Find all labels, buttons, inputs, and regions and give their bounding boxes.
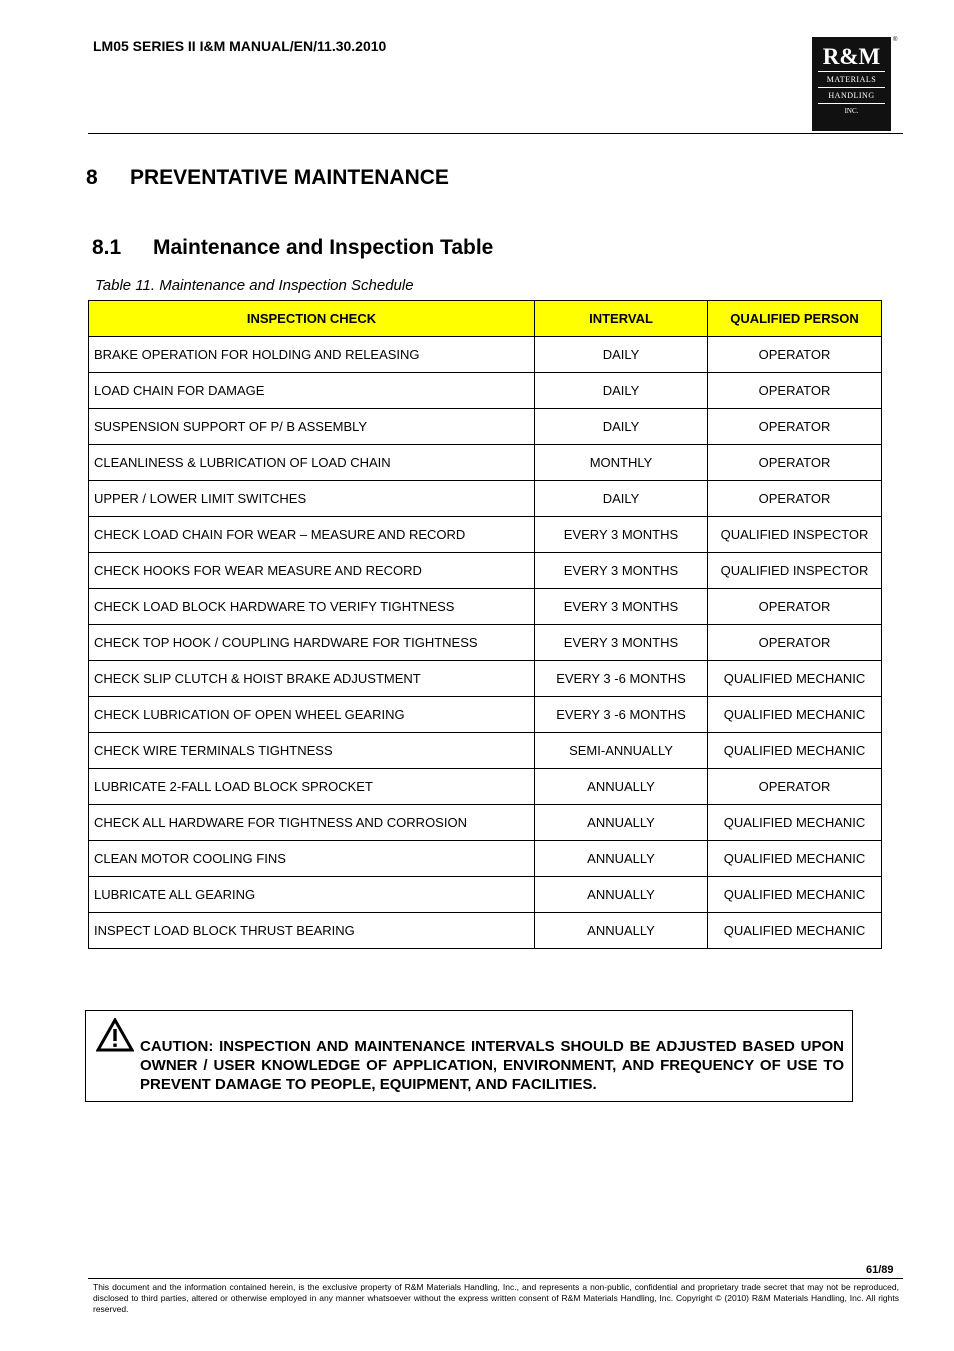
interval-cell: EVERY 3 -6 MONTHS — [535, 697, 708, 733]
logo-divider — [818, 87, 885, 88]
caution-box — [85, 1010, 853, 1102]
logo-divider — [818, 103, 885, 104]
table-row — [89, 697, 882, 733]
inspection-check-cell: UPPER / LOWER LIMIT SWITCHES — [89, 481, 535, 517]
table-row — [89, 661, 882, 697]
table-caption: Table 11. Maintenance and Inspection Schedule — [95, 277, 414, 294]
inspection-check-cell: CHECK SLIP CLUTCH & HOIST BRAKE ADJUSTMENT — [89, 661, 535, 697]
table-header-row — [89, 301, 882, 337]
inspection-check-cell: BRAKE OPERATION FOR HOLDING AND RELEASING — [89, 337, 535, 373]
logo-line-handling: HANDLING — [828, 91, 875, 100]
column-header-qualified-person: QUALIFIED PERSON — [708, 301, 882, 337]
logo-line-materials: MATERIALS — [826, 75, 877, 84]
inspection-check-cell: LOAD CHAIN FOR DAMAGE — [89, 373, 535, 409]
inspection-check-cell: INSPECT LOAD BLOCK THRUST BEARING — [89, 913, 535, 949]
document-header-title: LM05 SERIES II I&M MANUAL/EN/11.30.2010 — [93, 38, 387, 54]
interval-cell: ANNUALLY — [535, 913, 708, 949]
qualified-person-cell: QUALIFIED MECHANIC — [708, 661, 882, 697]
qualified-person-cell: OPERATOR — [708, 589, 882, 625]
caution-text: CAUTION: INSPECTION AND MAINTENANCE INTERVALS SHOULD BE ADJUSTED BASED UPON OWNER / USER KNOWLEDGE OF APPLICATION, ENVIRONMENT, AND FREQUENCY OF USE TO PREVENT DAMAGE TO PEOPLE, EQUIPMENT, AND FACILITIES. — [140, 1038, 844, 1093]
subsection-heading — [92, 236, 493, 260]
qualified-person-cell: OPERATOR — [708, 373, 882, 409]
logo-letters: R&M — [822, 44, 881, 69]
interval-cell: DAILY — [535, 337, 708, 373]
table-row — [89, 625, 882, 661]
interval-cell: ANNUALLY — [535, 805, 708, 841]
interval-cell: EVERY 3 -6 MONTHS — [535, 661, 708, 697]
table-row — [89, 769, 882, 805]
inspection-check-cell: CHECK WIRE TERMINALS TIGHTNESS — [89, 733, 535, 769]
inspection-check-cell: CHECK LUBRICATION OF OPEN WHEEL GEARING — [89, 697, 535, 733]
column-header-inspection-check: INSPECTION CHECK — [89, 301, 535, 337]
table-row — [89, 337, 882, 373]
qualified-person-cell: QUALIFIED MECHANIC — [708, 805, 882, 841]
confidentiality-notice: This document and the information contained herein, is the exclusive property of R&M Materials Handling, Inc., and represents a non-public, confidential and proprietary trade secret that may not be reproduced, disclosed to third parties, altered or otherwise employed in any manner whatsoever without the express written consent of R&M Materials Handling, Inc. Copyright © (2010) R&M Materials Handling, Inc. All rights reserved. — [93, 1282, 899, 1314]
inspection-check-cell: LUBRICATE ALL GEARING — [89, 877, 535, 913]
qualified-person-cell: QUALIFIED MECHANIC — [708, 697, 882, 733]
inspection-check-cell: CHECK LOAD CHAIN FOR WEAR – MEASURE AND RECORD — [89, 517, 535, 553]
table-row — [89, 913, 882, 949]
table-row — [89, 373, 882, 409]
qualified-person-cell: QUALIFIED MECHANIC — [708, 841, 882, 877]
inspection-check-cell: CHECK LOAD BLOCK HARDWARE TO VERIFY TIGHTNESS — [89, 589, 535, 625]
table-row — [89, 481, 882, 517]
section-heading — [86, 166, 449, 190]
inspection-check-cell: LUBRICATE 2-FALL LOAD BLOCK SPROCKET — [89, 769, 535, 805]
inspection-check-cell: CLEANLINESS & LUBRICATION OF LOAD CHAIN — [89, 445, 535, 481]
table-row — [89, 589, 882, 625]
table-body — [89, 337, 882, 949]
interval-cell: ANNUALLY — [535, 769, 708, 805]
table-row — [89, 841, 882, 877]
inspection-check-cell: CHECK ALL HARDWARE FOR TIGHTNESS AND CORROSION — [89, 805, 535, 841]
qualified-person-cell: QUALIFIED INSPECTOR — [708, 517, 882, 553]
table-row — [89, 553, 882, 589]
qualified-person-cell: OPERATOR — [708, 409, 882, 445]
header-divider — [88, 133, 903, 134]
section-title: PREVENTATIVE MAINTENANCE — [130, 166, 449, 189]
qualified-person-cell: QUALIFIED MECHANIC — [708, 877, 882, 913]
qualified-person-cell: OPERATOR — [708, 625, 882, 661]
interval-cell: ANNUALLY — [535, 877, 708, 913]
page-number: 61/89 — [866, 1264, 894, 1276]
interval-cell: ANNUALLY — [535, 841, 708, 877]
subsection-number: 8.1 — [92, 236, 122, 259]
logo-line-inc: INC. — [844, 107, 859, 115]
section-number: 8 — [86, 166, 98, 189]
interval-cell: EVERY 3 MONTHS — [535, 553, 708, 589]
inspection-check-cell: SUSPENSION SUPPORT OF P/ B ASSEMBLY — [89, 409, 535, 445]
interval-cell: EVERY 3 MONTHS — [535, 589, 708, 625]
footer-divider — [88, 1278, 903, 1279]
interval-cell: SEMI-ANNUALLY — [535, 733, 708, 769]
warning-triangle-icon — [96, 1018, 134, 1052]
interval-cell: DAILY — [535, 481, 708, 517]
inspection-check-cell: CHECK HOOKS FOR WEAR MEASURE AND RECORD — [89, 553, 535, 589]
table-row — [89, 877, 882, 913]
interval-cell: DAILY — [535, 409, 708, 445]
registered-mark: ® — [893, 37, 898, 43]
table-row — [89, 445, 882, 481]
qualified-person-cell: QUALIFIED MECHANIC — [708, 913, 882, 949]
inspection-check-cell: CLEAN MOTOR COOLING FINS — [89, 841, 535, 877]
qualified-person-cell: OPERATOR — [708, 769, 882, 805]
subsection-title: Maintenance and Inspection Table — [153, 236, 494, 259]
table-row — [89, 517, 882, 553]
interval-cell: DAILY — [535, 373, 708, 409]
logo-divider — [818, 71, 885, 72]
interval-cell: EVERY 3 MONTHS — [535, 517, 708, 553]
qualified-person-cell: OPERATOR — [708, 445, 882, 481]
interval-cell: MONTHLY — [535, 445, 708, 481]
table-row — [89, 805, 882, 841]
qualified-person-cell: QUALIFIED INSPECTOR — [708, 553, 882, 589]
inspection-check-cell: CHECK TOP HOOK / COUPLING HARDWARE FOR TIGHTNESS — [89, 625, 535, 661]
company-logo — [812, 37, 891, 131]
qualified-person-cell: OPERATOR — [708, 481, 882, 517]
qualified-person-cell: OPERATOR — [708, 337, 882, 373]
maintenance-schedule-table — [88, 300, 882, 949]
table-row — [89, 409, 882, 445]
column-header-interval: INTERVAL — [535, 301, 708, 337]
table-row — [89, 733, 882, 769]
interval-cell: EVERY 3 MONTHS — [535, 625, 708, 661]
qualified-person-cell: QUALIFIED MECHANIC — [708, 733, 882, 769]
